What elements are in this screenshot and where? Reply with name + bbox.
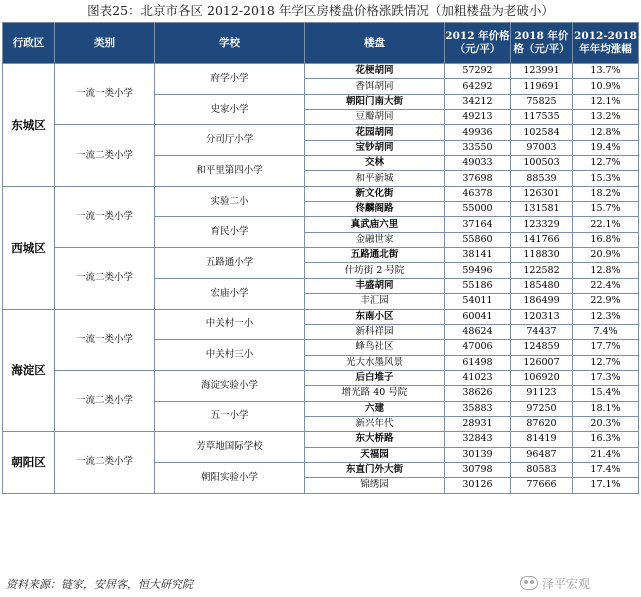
estate-cell: 丰盛胡同 — [305, 278, 445, 293]
table-row — [3, 64, 639, 79]
price-2012-cell: 55186 — [445, 278, 511, 293]
wechat-icon — [520, 576, 538, 590]
header-price-2018: 2018 年价格（元/平） — [511, 23, 573, 64]
price-2018-cell: 91123 — [511, 386, 573, 401]
growth-cell: 12.8% — [573, 263, 639, 278]
growth-cell: 17.3% — [573, 370, 639, 385]
estate-cell: 东直门外大街 — [305, 462, 445, 477]
price-2018-cell: 80583 — [511, 462, 573, 477]
price-2018-cell: 122582 — [511, 263, 573, 278]
estate-cell: 和平新城 — [305, 171, 445, 186]
price-2018-cell: 97003 — [511, 140, 573, 155]
price-2012-cell: 28931 — [445, 416, 511, 431]
category-cell: 一流二类小学 — [55, 125, 155, 186]
estate-cell: 宝钞胡同 — [305, 140, 445, 155]
school-cell: 五路通小学 — [155, 248, 305, 279]
table-row — [3, 309, 639, 324]
price-2012-cell: 34212 — [445, 94, 511, 109]
price-2018-cell: 185480 — [511, 278, 573, 293]
price-2012-cell: 30798 — [445, 462, 511, 477]
price-2018-cell: 87620 — [511, 416, 573, 431]
price-2018-cell: 88539 — [511, 171, 573, 186]
price-2018-cell: 118830 — [511, 248, 573, 263]
table-row — [3, 370, 639, 385]
price-2018-cell: 81419 — [511, 432, 573, 447]
growth-cell: 15.3% — [573, 171, 639, 186]
price-2012-cell: 54011 — [445, 294, 511, 309]
price-2012-cell: 37164 — [445, 217, 511, 232]
category-cell: 一流一类小学 — [55, 186, 155, 247]
estate-cell: 东大桥路 — [305, 432, 445, 447]
estate-cell: 香饵胡同 — [305, 79, 445, 94]
estate-cell: 五路通北街 — [305, 248, 445, 263]
estate-cell: 丰汇园 — [305, 294, 445, 309]
price-2018-cell: 75825 — [511, 94, 573, 109]
price-2018-cell: 123991 — [511, 64, 573, 79]
price-2012-cell: 38141 — [445, 248, 511, 263]
estate-cell: 东南小区 — [305, 309, 445, 324]
price-2018-cell: 141766 — [511, 232, 573, 247]
growth-cell: 22.4% — [573, 278, 639, 293]
estate-cell: 真武庙六里 — [305, 217, 445, 232]
price-2018-cell: 96487 — [511, 447, 573, 462]
growth-cell: 17.4% — [573, 462, 639, 477]
price-2012-cell: 47006 — [445, 340, 511, 355]
school-cell: 海淀实验小学 — [155, 370, 305, 401]
growth-cell: 19.4% — [573, 140, 639, 155]
price-2018-cell: 117535 — [511, 110, 573, 125]
price-2018-cell: 97250 — [511, 401, 573, 416]
school-cell: 实验二小 — [155, 186, 305, 217]
price-2012-cell: 59496 — [445, 263, 511, 278]
category-cell: 一流二类小学 — [55, 370, 155, 431]
growth-cell: 10.9% — [573, 79, 639, 94]
growth-cell: 15.7% — [573, 202, 639, 217]
price-2012-cell: 38626 — [445, 386, 511, 401]
price-2012-cell: 60041 — [445, 309, 511, 324]
school-cell: 中关村三小 — [155, 340, 305, 371]
district-cell: 东城区 — [3, 64, 55, 187]
estate-cell: 锦绣园 — [305, 478, 445, 493]
price-2018-cell: 186499 — [511, 294, 573, 309]
estate-cell: 新科祥园 — [305, 324, 445, 339]
source-note: 资料来源：链家，安居客，恒大研究院 — [6, 578, 193, 591]
growth-cell: 13.7% — [573, 64, 639, 79]
growth-cell: 22.9% — [573, 294, 639, 309]
price-2018-cell: 126301 — [511, 186, 573, 201]
price-2018-cell: 102584 — [511, 125, 573, 140]
growth-cell: 20.9% — [573, 248, 639, 263]
estate-cell: 蜂鸟社区 — [305, 340, 445, 355]
growth-cell: 16.3% — [573, 432, 639, 447]
price-2012-cell: 41023 — [445, 370, 511, 385]
growth-cell: 12.1% — [573, 94, 639, 109]
header-school: 学校 — [155, 23, 305, 64]
header-category: 类别 — [55, 23, 155, 64]
category-cell: 一流一类小学 — [55, 309, 155, 370]
price-table — [2, 22, 639, 494]
growth-cell: 18.1% — [573, 401, 639, 416]
growth-cell: 22.1% — [573, 217, 639, 232]
header-growth: 2012-2018 年年均涨幅 — [573, 23, 639, 64]
estate-cell: 佟麟阁路 — [305, 202, 445, 217]
category-cell: 一流二类小学 — [55, 432, 155, 493]
district-cell: 西城区 — [3, 186, 55, 309]
growth-cell: 17.1% — [573, 478, 639, 493]
growth-cell: 18.2% — [573, 186, 639, 201]
estate-cell: 增光路 40 号院 — [305, 386, 445, 401]
price-2018-cell: 123329 — [511, 217, 573, 232]
school-cell: 史家小学 — [155, 94, 305, 125]
price-2012-cell: 30139 — [445, 447, 511, 462]
price-2012-cell: 61498 — [445, 355, 511, 370]
growth-cell: 12.7% — [573, 156, 639, 171]
school-cell: 府学小学 — [155, 64, 305, 95]
growth-cell: 20.3% — [573, 416, 639, 431]
price-2012-cell: 48624 — [445, 324, 511, 339]
estate-cell: 新文化街 — [305, 186, 445, 201]
table-title: 图表25：北京市各区 2012-2018 年学区房楼盘价格涨跌情况（加粗楼盘为老破小） — [87, 3, 554, 18]
estate-cell: 什坊街 2 号院 — [305, 263, 445, 278]
watermark — [520, 572, 590, 594]
table-row — [3, 186, 639, 201]
price-2012-cell: 49936 — [445, 125, 511, 140]
price-2012-cell: 33550 — [445, 140, 511, 155]
price-2012-cell: 55860 — [445, 232, 511, 247]
school-cell: 和平里第四小学 — [155, 156, 305, 187]
price-2012-cell: 55000 — [445, 202, 511, 217]
price-2012-cell: 64292 — [445, 79, 511, 94]
school-cell: 芳草地国际学校 — [155, 432, 305, 463]
growth-cell: 17.7% — [573, 340, 639, 355]
watermark-text: 泽平宏观 — [542, 576, 591, 591]
district-cell: 朝阳区 — [3, 432, 55, 493]
growth-cell: 21.4% — [573, 447, 639, 462]
price-2012-cell: 57292 — [445, 64, 511, 79]
price-2012-cell: 49033 — [445, 156, 511, 171]
estate-cell: 新兴年代 — [305, 416, 445, 431]
price-2018-cell: 131581 — [511, 202, 573, 217]
school-cell: 育民小学 — [155, 217, 305, 248]
growth-cell: 12.8% — [573, 125, 639, 140]
estate-cell: 光大水墨风景 — [305, 355, 445, 370]
price-2012-cell: 46378 — [445, 186, 511, 201]
price-2012-cell: 30126 — [445, 478, 511, 493]
price-2018-cell: 120313 — [511, 309, 573, 324]
table-body — [3, 64, 639, 494]
price-2012-cell: 49213 — [445, 110, 511, 125]
table-row — [3, 432, 639, 447]
price-2018-cell: 124859 — [511, 340, 573, 355]
school-cell: 五一小学 — [155, 401, 305, 432]
price-2018-cell: 100503 — [511, 156, 573, 171]
school-cell: 朝阳实验小学 — [155, 462, 305, 493]
growth-cell: 13.2% — [573, 110, 639, 125]
district-cell: 海淀区 — [3, 309, 55, 432]
estate-cell: 朝阳门南大街 — [305, 94, 445, 109]
school-cell: 中关村一小 — [155, 309, 305, 340]
school-cell: 宏庙小学 — [155, 278, 305, 309]
estate-cell: 后白堆子 — [305, 370, 445, 385]
price-2018-cell: 74437 — [511, 324, 573, 339]
price-2018-cell: 77666 — [511, 478, 573, 493]
estate-cell: 花梗胡同 — [305, 64, 445, 79]
table-row — [3, 125, 639, 140]
header-district: 行政区 — [3, 23, 55, 64]
header-estate: 楼盘 — [305, 23, 445, 64]
estate-cell: 金融世家 — [305, 232, 445, 247]
growth-cell: 7.4% — [573, 324, 639, 339]
price-2012-cell: 32843 — [445, 432, 511, 447]
price-2018-cell: 126007 — [511, 355, 573, 370]
estate-cell: 六建 — [305, 401, 445, 416]
growth-cell: 15.4% — [573, 386, 639, 401]
table-row — [3, 248, 639, 263]
growth-cell: 12.3% — [573, 309, 639, 324]
header-row — [3, 23, 639, 64]
price-2012-cell: 35883 — [445, 401, 511, 416]
price-2018-cell: 119691 — [511, 79, 573, 94]
estate-cell: 花园胡同 — [305, 125, 445, 140]
estate-cell: 天福园 — [305, 447, 445, 462]
category-cell: 一流一类小学 — [55, 64, 155, 125]
price-2012-cell: 37698 — [445, 171, 511, 186]
school-cell: 分司厅小学 — [155, 125, 305, 156]
estate-cell: 豆瓣胡同 — [305, 110, 445, 125]
estate-cell: 交林 — [305, 156, 445, 171]
header-price-2012: 2012 年价格（元/平） — [445, 23, 511, 64]
category-cell: 一流二类小学 — [55, 248, 155, 309]
growth-cell: 12.7% — [573, 355, 639, 370]
price-2018-cell: 106920 — [511, 370, 573, 385]
growth-cell: 16.8% — [573, 232, 639, 247]
